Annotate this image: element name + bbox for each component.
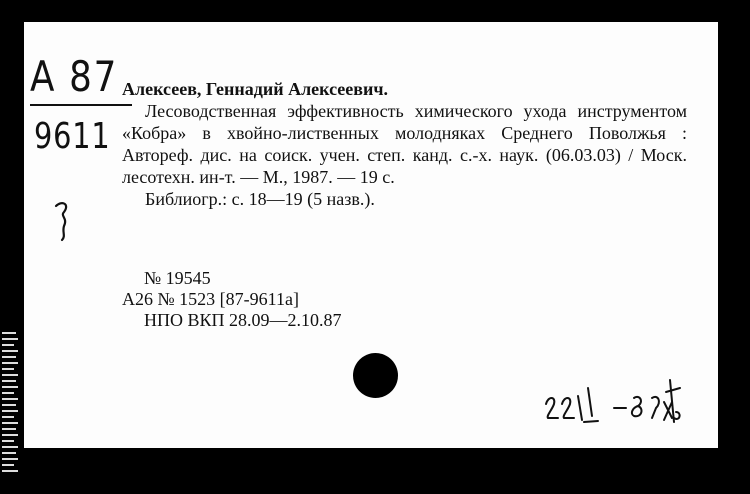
author-heading: Алексеев, Геннадий Алексеевич. [122, 79, 389, 99]
description-text: Лесоводственная эффективность химического ухода инструментом «Кобра» в хвойно-лиственных молодняках Среднего Поволжья : Автореф. дис. на соиск. учен. степ. канд. с.-х. наук. (06.03.03) / Моск. лесотехн. ин-т. — М., 1987. — 19 с. [122, 101, 687, 187]
call-number-bottom: 9611 [34, 116, 111, 157]
registration-number: № 19545 [144, 268, 211, 288]
catalog-card [24, 22, 718, 448]
scan-edge-noise [0, 330, 22, 480]
call-number-divider [30, 104, 132, 106]
handwritten-date-signature [540, 366, 690, 428]
call-number-top: A 87 [30, 52, 119, 101]
bibliography-note: Библиогр.: с. 18—19 (5 назв.). [145, 189, 375, 209]
registration-block [122, 268, 342, 331]
shelf-mark: А26 № 1523 [87-9611а] [122, 289, 299, 309]
punch-hole [353, 353, 398, 398]
npo-vkp-line: НПО ВКП 28.09—2.10.87 [144, 310, 342, 330]
handwritten-mark [52, 200, 74, 242]
